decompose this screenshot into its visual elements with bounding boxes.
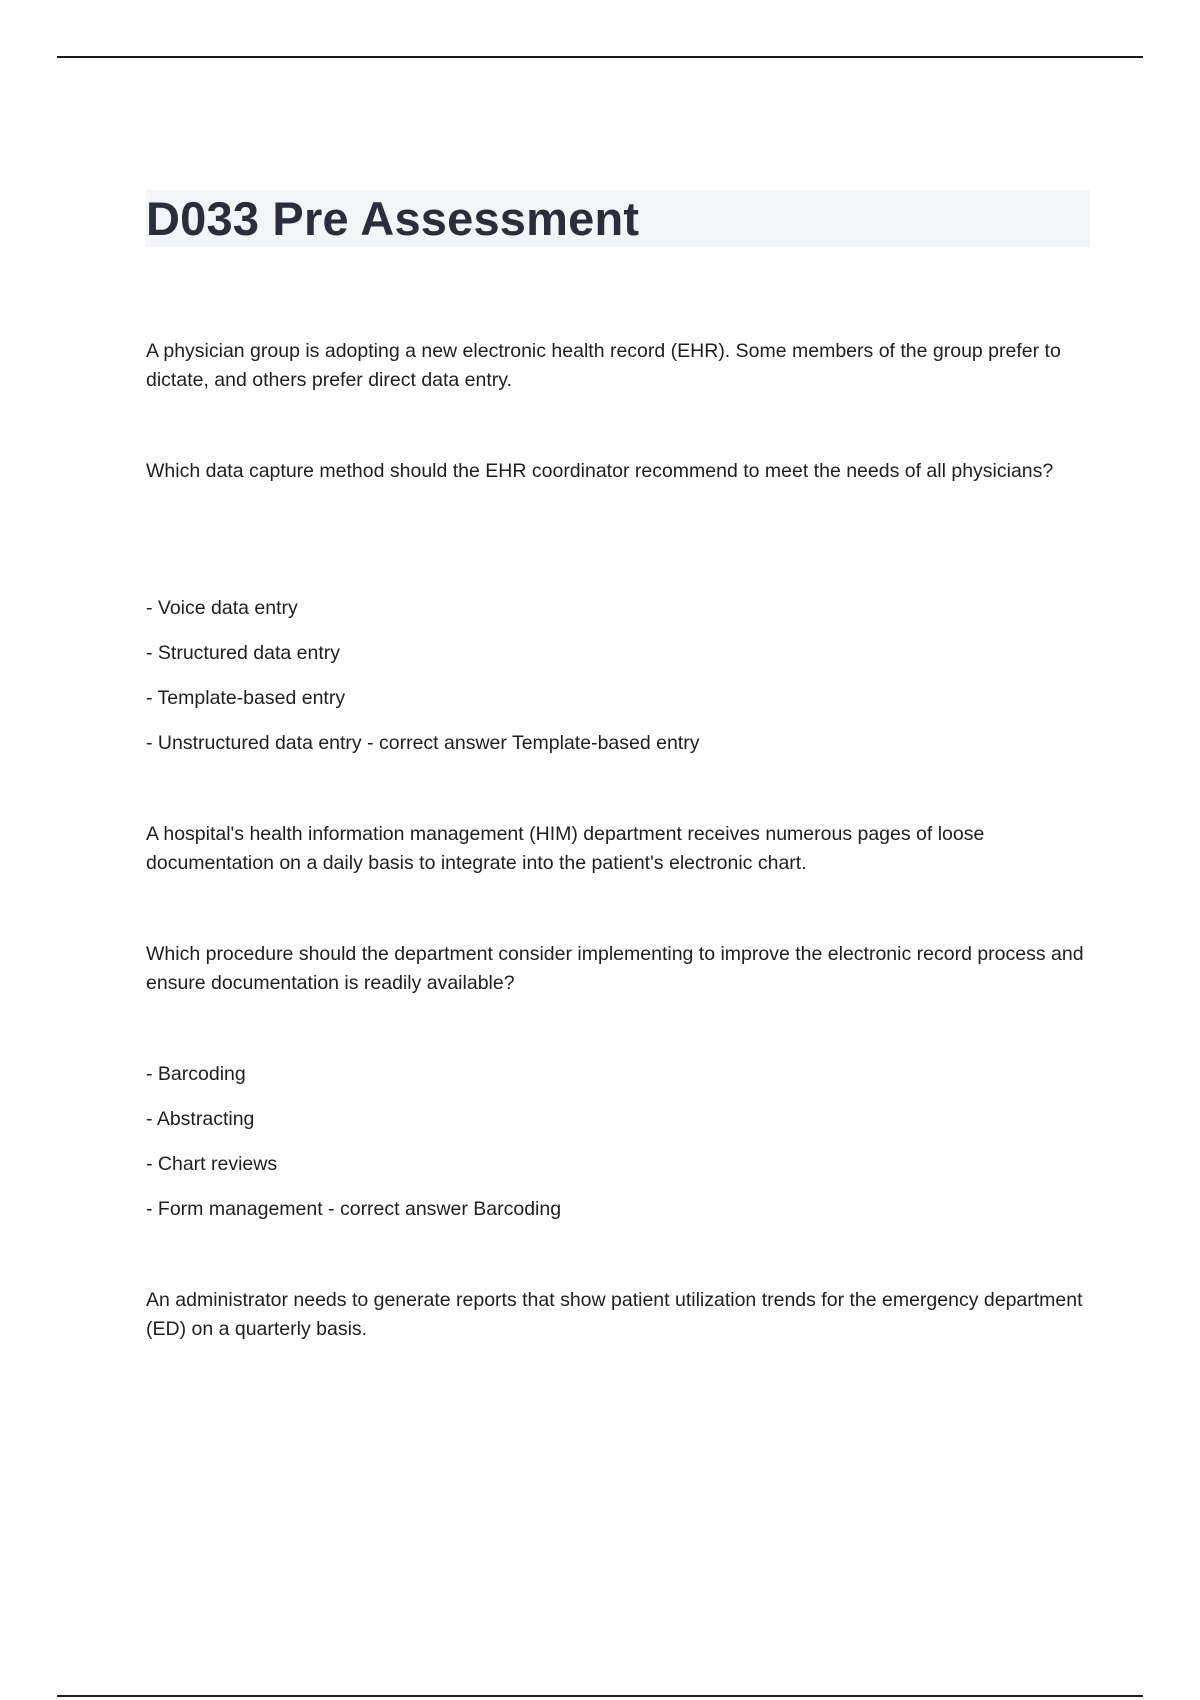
question-2-option-answer: - Form management - correct answer Barcoding xyxy=(146,1198,562,1220)
question-1-option-answer: - Unstructured data entry - correct answer Template-based entry xyxy=(146,732,700,754)
page-title: D033 Pre Assessment xyxy=(146,192,640,245)
question-2-option: - Abstracting xyxy=(146,1108,255,1130)
question-1-option: - Structured data entry xyxy=(146,642,341,664)
question-2-scenario: A hospital's health information management (HIM) department receives numerous pages of loose documentation on a daily basis to integrate into the patient's electronic chart. xyxy=(146,823,985,874)
question-1-option: - Template-based entry xyxy=(146,687,346,709)
top-rule xyxy=(57,56,1143,58)
question-1-prompt: Which data capture method should the EHR coordinator recommend to meet the needs of all physicians? xyxy=(146,460,1054,482)
question-2-option: - Chart reviews xyxy=(146,1153,278,1175)
document-body xyxy=(146,190,1090,1344)
question-1-option: - Voice data entry xyxy=(146,597,298,619)
bottom-rule xyxy=(57,1695,1143,1697)
title-band xyxy=(146,190,1090,247)
question-2-option: - Barcoding xyxy=(146,1063,246,1085)
question-1-scenario: A physician group is adopting a new electronic health record (EHR). Some members of the group prefer to dictate, and others prefer direct data entry. xyxy=(146,340,1061,391)
question-3-scenario: An administrator needs to generate reports that show patient utilization trends for the emergency department (ED) on a quarterly basis. xyxy=(146,1289,1083,1340)
question-2-prompt: Which procedure should the department consider implementing to improve the electronic record process and ensure documentation is readily available? xyxy=(146,943,1084,994)
